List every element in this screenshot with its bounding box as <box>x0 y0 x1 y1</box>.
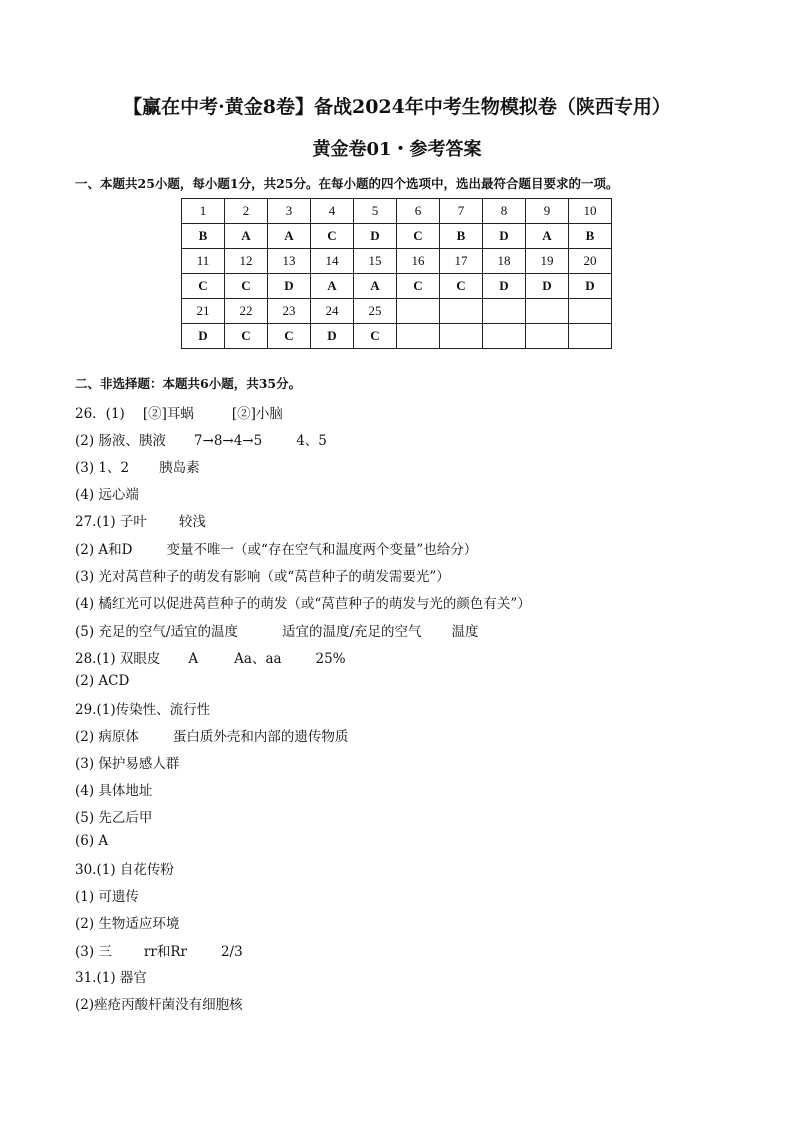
answer-part: 4、5 <box>296 433 327 449</box>
answer-part: [②]小脑 <box>231 406 283 422</box>
answer-part: (2)痤疮丙酸杆菌没有细胞核 <box>75 997 243 1013</box>
answer-table-cell <box>397 324 440 349</box>
answer-table-cell <box>569 299 612 324</box>
answer-line <box>75 966 147 986</box>
answer-line <box>75 402 283 422</box>
page-subtitle: 黄金卷01・参考答案 <box>312 139 482 160</box>
answer-line <box>75 993 243 1013</box>
answer-line <box>75 673 129 689</box>
answer-part: 29.(1)传染性、流行性 <box>75 702 211 718</box>
answer-table-cell: 1 <box>182 199 225 224</box>
answer-table-cell <box>397 299 440 324</box>
answer-table-cell: B <box>569 224 612 249</box>
answer-table-cell: 3 <box>268 199 311 224</box>
answer-table-cell: D <box>483 274 526 299</box>
answer-part: A <box>188 651 199 667</box>
answer-table-cell: 9 <box>526 199 569 224</box>
answer-line <box>75 858 174 878</box>
answer-table-cell: C <box>397 274 440 299</box>
answer-part: (4) 橘红光可以促进莴苣种子的萌发（或“莴苣种子的萌发与光的颜色有关”） <box>75 596 531 612</box>
answer-table-cell: A <box>268 224 311 249</box>
answer-table-cell: B <box>182 224 225 249</box>
answer-table-cell: C <box>182 274 225 299</box>
answer-table-cell: 5 <box>354 199 397 224</box>
answer-line <box>75 620 479 640</box>
answer-table-cell: 24 <box>311 299 354 324</box>
answer-part: Aa、aa <box>234 651 282 667</box>
answer-part: 25% <box>315 651 346 667</box>
answer-table-cell: D <box>569 274 612 299</box>
answer-table-cell <box>526 324 569 349</box>
answer-part: 28.(1) 双眼皮 <box>75 651 161 667</box>
answer-table-cell: 7 <box>440 199 483 224</box>
answer-table-cell: D <box>311 324 354 349</box>
answer-table-cell: 12 <box>225 249 268 274</box>
answer-table <box>181 198 612 349</box>
answer-table-cell: C <box>440 274 483 299</box>
answer-part: (3) 保护易感人群 <box>75 756 180 772</box>
answer-part: 变量不唯一（或“存在空气和温度两个变量”也给分） <box>166 542 478 558</box>
answer-part: (3) 三 <box>75 944 112 960</box>
answer-table-cell: C <box>225 274 268 299</box>
answer-table-cell: C <box>311 224 354 249</box>
answer-part: (3) 1、2 <box>75 460 130 476</box>
answer-table-cell: D <box>268 274 311 299</box>
answer-part: 30.(1) 自花传粉 <box>75 862 174 878</box>
answer-table-cell: C <box>225 324 268 349</box>
answer-line <box>75 698 210 718</box>
answer-table-row <box>182 299 612 324</box>
answer-table-row <box>182 324 612 349</box>
answer-table-cell: D <box>483 224 526 249</box>
answer-table-cell: 19 <box>526 249 569 274</box>
answer-part: 适宜的温度/充足的空气 <box>281 624 422 640</box>
answer-line <box>75 806 152 826</box>
answer-part: (4) 具体地址 <box>75 783 153 799</box>
answer-table-cell: 25 <box>354 299 397 324</box>
answer-part: 蛋白质外壳和内部的遗传物质 <box>172 729 349 745</box>
answer-line <box>75 483 139 503</box>
answer-line <box>75 940 243 960</box>
answer-table-cell <box>483 299 526 324</box>
answer-line <box>75 429 327 449</box>
answer-table-cell: C <box>268 324 311 349</box>
answer-table-cell: 20 <box>569 249 612 274</box>
answer-line <box>75 752 179 772</box>
answer-table-cell: 14 <box>311 249 354 274</box>
answer-table-cell: A <box>354 274 397 299</box>
answer-table-cell: 15 <box>354 249 397 274</box>
answer-part: (2) ACD <box>75 673 130 689</box>
answer-table-cell <box>526 299 569 324</box>
answer-part: (2) A和D <box>75 542 133 558</box>
answer-part: 胰岛素 <box>159 460 200 476</box>
answer-table-cell: 22 <box>225 299 268 324</box>
answer-table-row <box>182 199 612 224</box>
answer-line <box>75 456 200 476</box>
answer-table-cell: A <box>526 224 569 249</box>
answer-table-cell <box>483 324 526 349</box>
answer-part: 较浅 <box>178 514 206 530</box>
answer-table-row <box>182 249 612 274</box>
answer-line <box>75 510 206 530</box>
answer-part: 7→8→4→5 <box>193 433 263 449</box>
answer-table-cell: D <box>526 274 569 299</box>
answer-table-cell: 4 <box>311 199 354 224</box>
section-1-heading: 一、本题共25小题，每小题1分，共25分。在每小题的四个选项中，选出最符合题目要求的一项。 <box>75 176 619 191</box>
answer-table-cell: 2 <box>225 199 268 224</box>
answer-part: (5) 先乙后甲 <box>75 810 153 826</box>
answer-table-cell: 8 <box>483 199 526 224</box>
answer-part: (2) 病原体 <box>75 729 139 745</box>
answer-table-cell: 21 <box>182 299 225 324</box>
answer-line <box>75 885 139 905</box>
answer-line <box>75 538 477 558</box>
answer-table-cell <box>440 324 483 349</box>
answer-table-cell: 13 <box>268 249 311 274</box>
answer-part: 27.(1) 子叶 <box>75 514 147 530</box>
answer-table-cell: 11 <box>182 249 225 274</box>
answer-line <box>75 912 179 932</box>
answer-table-cell: 6 <box>397 199 440 224</box>
answer-part: (5) 充足的空气/适宜的温度 <box>75 624 238 640</box>
answer-part: (3) 光对莴苣种子的萌发有影响（或“莴苣种子的萌发需要光”） <box>75 569 450 585</box>
answer-line <box>75 592 531 612</box>
answer-table-cell: A <box>225 224 268 249</box>
answer-table-cell: D <box>354 224 397 249</box>
answer-table-cell: 17 <box>440 249 483 274</box>
answer-part: 26．(1) <box>75 406 125 422</box>
answer-table-cell <box>569 324 612 349</box>
answer-table-cell <box>440 299 483 324</box>
answer-part: (4) 远心端 <box>75 487 139 503</box>
page-title: 【赢在中考·黄金8卷】备战2024年中考生物模拟卷（陕西专用） <box>123 96 671 118</box>
answer-table-cell: A <box>311 274 354 299</box>
answer-table-cell: B <box>440 224 483 249</box>
section-2-heading: 二、非选择题：本题共6小题，共35分。 <box>75 376 302 391</box>
answer-line <box>75 725 348 745</box>
answer-line <box>75 833 108 849</box>
answer-part: (1) 可遗传 <box>75 889 139 905</box>
answer-table-cell: D <box>182 324 225 349</box>
answer-part: rr和Rr <box>143 944 187 960</box>
answer-part: 31.(1) 器官 <box>75 970 147 986</box>
answer-part: (6) A <box>75 833 109 849</box>
answer-part: (2) 生物适应环境 <box>75 916 180 932</box>
answer-table-cell: 23 <box>268 299 311 324</box>
answer-part: 温度 <box>451 624 479 640</box>
answer-table-cell: 18 <box>483 249 526 274</box>
answer-line <box>75 565 450 585</box>
answer-part: 2/3 <box>220 944 243 960</box>
answer-table-cell: 16 <box>397 249 440 274</box>
answer-table-row <box>182 224 612 249</box>
answer-table-cell: C <box>397 224 440 249</box>
answer-line <box>75 779 152 799</box>
answer-table-cell: C <box>354 324 397 349</box>
answer-table-cell: 10 <box>569 199 612 224</box>
answer-table-row <box>182 274 612 299</box>
answer-line <box>75 647 346 667</box>
answer-part: (2) 肠液、胰液 <box>75 433 166 449</box>
answer-part: [②]耳蜗 <box>142 406 194 422</box>
